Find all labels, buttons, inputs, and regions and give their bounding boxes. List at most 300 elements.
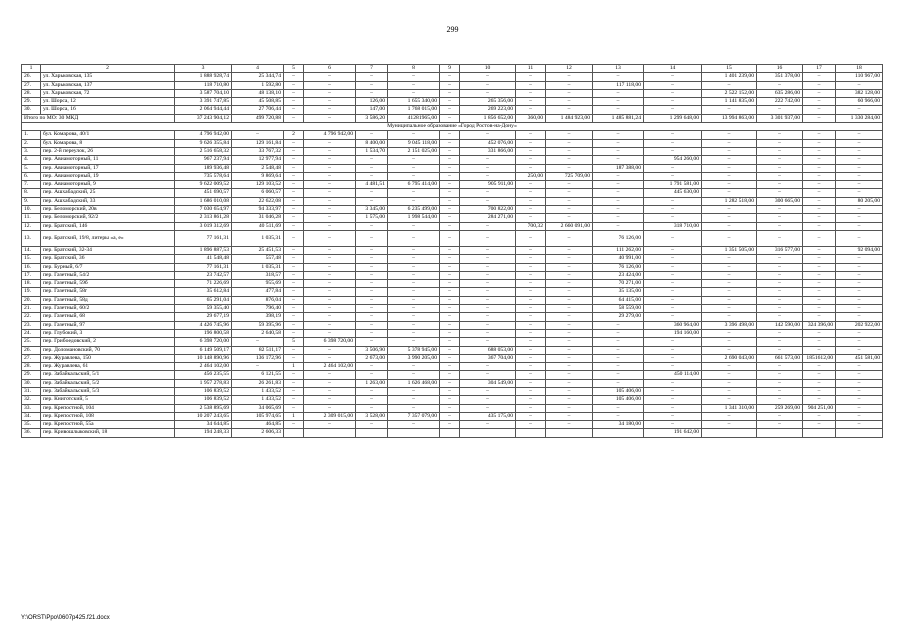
- address-cell: пер. Газетный, 58д: [41, 296, 175, 304]
- value-cell: –: [304, 387, 356, 395]
- value-cell: –: [546, 404, 593, 412]
- table-row: [22, 246, 883, 254]
- value-cell: –: [702, 371, 757, 379]
- value-cell: [803, 429, 836, 437]
- value-cell: –: [836, 363, 883, 371]
- value-cell: –: [593, 321, 644, 329]
- value-cell: –: [593, 89, 644, 97]
- row-number: 32.: [22, 396, 41, 404]
- value-cell: –: [516, 363, 546, 371]
- value-cell: –: [388, 296, 440, 304]
- value-cell: 1 686 010,08: [175, 197, 232, 205]
- value-cell: –: [546, 371, 593, 379]
- value-cell: 23 424,00: [593, 271, 644, 279]
- value-cell: 80 205,00: [836, 197, 883, 205]
- value-cell: 126,00: [356, 98, 388, 106]
- value-cell: [284, 429, 304, 437]
- value-cell: –: [304, 271, 356, 279]
- value-cell: –: [546, 305, 593, 313]
- value-cell: –: [388, 246, 440, 254]
- value-cell: –: [803, 271, 836, 279]
- value-cell: 9 622 009,52: [175, 181, 232, 189]
- value-cell: –: [388, 280, 440, 288]
- value-cell: –: [304, 73, 356, 81]
- value-cell: –: [644, 246, 702, 254]
- value-cell: 117 118,00: [593, 81, 644, 89]
- value-cell: –: [388, 81, 440, 89]
- value-cell: –: [702, 189, 757, 197]
- value-cell: –: [836, 271, 883, 279]
- value-cell: –: [440, 89, 460, 97]
- value-cell: –: [644, 106, 702, 114]
- address-cell: пер. Газетный, 60/2: [41, 305, 175, 313]
- row-number: 10.: [22, 206, 41, 214]
- value-cell: –: [440, 81, 460, 89]
- value-cell: –: [284, 189, 304, 197]
- value-cell: –: [460, 280, 516, 288]
- value-cell: –: [460, 338, 516, 346]
- value-cell: 4 481,51: [356, 181, 388, 189]
- table-row: [22, 313, 883, 321]
- value-cell: 33 767,32: [232, 147, 284, 155]
- value-cell: 1 655 340,00: [388, 98, 440, 106]
- value-cell: 2 673,00: [356, 354, 388, 362]
- value-cell: –: [284, 379, 304, 387]
- value-cell: –: [304, 255, 356, 263]
- value-cell: –: [304, 222, 356, 230]
- value-cell: –: [460, 255, 516, 263]
- value-cell: –: [757, 396, 803, 404]
- value-cell: –: [516, 387, 546, 395]
- value-cell: 635 286,00: [757, 89, 803, 97]
- column-number: 9: [440, 65, 460, 73]
- value-cell: –: [440, 412, 460, 420]
- value-cell: 450 114,00: [644, 371, 702, 379]
- value-cell: 2 548,48: [232, 164, 284, 172]
- value-cell: –: [546, 147, 593, 155]
- value-cell: –: [440, 387, 460, 395]
- value-cell: 1 282 518,00: [702, 197, 757, 205]
- value-cell: –: [284, 354, 304, 362]
- row-number: 12.: [22, 222, 41, 230]
- value-cell: –: [546, 396, 593, 404]
- value-cell: –: [803, 305, 836, 313]
- value-cell: –: [388, 164, 440, 172]
- value-cell: –: [460, 73, 516, 81]
- value-cell: –: [460, 321, 516, 329]
- value-cell: –: [702, 263, 757, 271]
- value-cell: –: [356, 81, 388, 89]
- row-number: 26.: [22, 346, 41, 354]
- address-cell: ул. Харьковская, 72: [41, 89, 175, 97]
- value-cell: 196 800,58: [175, 329, 232, 337]
- value-cell: 557,48: [232, 255, 284, 263]
- value-cell: [516, 429, 546, 437]
- value-cell: –: [803, 338, 836, 346]
- address-cell: пер. Крепостной, 108: [41, 412, 175, 420]
- value-cell: –: [440, 346, 460, 354]
- value-cell: 9 626 355,84: [175, 139, 232, 147]
- value-cell: 9 869,64: [232, 172, 284, 180]
- value-cell: –: [516, 214, 546, 222]
- table-row: [22, 346, 883, 354]
- value-cell: –: [803, 139, 836, 147]
- value-cell: –: [304, 230, 356, 246]
- value-cell: 477,84: [232, 288, 284, 296]
- value-cell: –: [836, 387, 883, 395]
- row-number: 21.: [22, 305, 41, 313]
- value-cell: –: [356, 404, 388, 412]
- value-cell: [304, 429, 356, 437]
- value-cell: 77 161,31: [175, 230, 232, 246]
- value-cell: 2 309 015,00: [304, 412, 356, 420]
- row-number: 13.: [22, 230, 41, 246]
- value-cell: –: [388, 371, 440, 379]
- value-cell: –: [803, 106, 836, 114]
- value-cell: –: [304, 106, 356, 114]
- value-cell: 82 511,17: [232, 346, 284, 354]
- value-cell: –: [836, 412, 883, 420]
- value-cell: –: [460, 271, 516, 279]
- value-cell: –: [803, 387, 836, 395]
- value-cell: –: [440, 329, 460, 337]
- value-cell: 1 141 835,00: [702, 98, 757, 106]
- value-cell: –: [593, 172, 644, 180]
- value-cell: –: [232, 131, 284, 139]
- value-cell: [440, 429, 460, 437]
- value-cell: –: [702, 288, 757, 296]
- value-cell: –: [702, 313, 757, 321]
- value-cell: –: [356, 288, 388, 296]
- table-row: [22, 396, 883, 404]
- value-cell: –: [644, 164, 702, 172]
- row-number: 27.: [22, 354, 41, 362]
- value-cell: –: [803, 329, 836, 337]
- total-value-cell: 41281965,00: [388, 114, 440, 122]
- value-cell: –: [304, 379, 356, 387]
- value-cell: –: [304, 371, 356, 379]
- value-cell: –: [836, 181, 883, 189]
- row-number: 14.: [22, 246, 41, 254]
- value-cell: 1 263,00: [356, 379, 388, 387]
- value-cell: –: [516, 305, 546, 313]
- value-cell: –: [546, 255, 593, 263]
- value-cell: –: [304, 313, 356, 321]
- value-cell: –: [803, 296, 836, 304]
- value-cell: 688 053,00: [460, 346, 516, 354]
- value-cell: –: [284, 321, 304, 329]
- value-cell: –: [516, 271, 546, 279]
- value-cell: 360 964,00: [644, 321, 702, 329]
- value-cell: –: [836, 164, 883, 172]
- value-cell: 735 578,64: [175, 172, 232, 180]
- value-cell: –: [757, 346, 803, 354]
- value-cell: 76 126,00: [593, 263, 644, 271]
- value-cell: 1 433,52: [232, 396, 284, 404]
- value-cell: –: [356, 387, 388, 395]
- value-cell: –: [644, 255, 702, 263]
- value-cell: 25 344,74: [232, 73, 284, 81]
- value-cell: –: [516, 81, 546, 89]
- table-row: [22, 222, 883, 230]
- value-cell: –: [757, 230, 803, 246]
- value-cell: –: [836, 156, 883, 164]
- value-cell: –: [757, 81, 803, 89]
- value-cell: –: [836, 305, 883, 313]
- value-cell: 7 357 079,00: [388, 412, 440, 420]
- value-cell: –: [460, 81, 516, 89]
- value-cell: 2 313 861,28: [175, 214, 232, 222]
- table-row: [22, 181, 883, 189]
- value-cell: –: [593, 156, 644, 164]
- value-cell: 105 406,00: [593, 387, 644, 395]
- address-cell: пер. Газетный, 97: [41, 321, 175, 329]
- value-cell: –: [803, 346, 836, 354]
- value-cell: –: [546, 181, 593, 189]
- table-row: [22, 288, 883, 296]
- row-number: 29.: [22, 371, 41, 379]
- row-number: 18.: [22, 280, 41, 288]
- value-cell: –: [803, 222, 836, 230]
- address-cell: пер. Кривошлыковский, 18: [41, 429, 175, 437]
- value-cell: –: [803, 288, 836, 296]
- value-cell: –: [702, 255, 757, 263]
- value-cell: –: [546, 354, 593, 362]
- value-cell: –: [440, 98, 460, 106]
- address-cell: пер. Журавлева, 61: [41, 363, 175, 371]
- value-cell: –: [516, 404, 546, 412]
- total-value-cell: –: [284, 114, 304, 122]
- value-cell: 3 528,00: [356, 412, 388, 420]
- value-cell: –: [356, 321, 388, 329]
- value-cell: –: [460, 89, 516, 97]
- value-cell: 77 161,31: [175, 263, 232, 271]
- value-cell: –: [757, 189, 803, 197]
- value-cell: –: [644, 89, 702, 97]
- value-cell: –: [356, 280, 388, 288]
- value-cell: –: [836, 172, 883, 180]
- value-cell: [593, 429, 644, 437]
- value-cell: –: [803, 379, 836, 387]
- row-number: 26.: [22, 73, 41, 81]
- value-cell: 318,57: [232, 271, 284, 279]
- value-cell: 1 957 278,83: [175, 379, 232, 387]
- value-cell: 191 642,00: [644, 429, 702, 437]
- row-number: 28.: [22, 89, 41, 97]
- value-cell: –: [593, 98, 644, 106]
- value-cell: –: [440, 139, 460, 147]
- value-cell: –: [388, 288, 440, 296]
- value-cell: –: [593, 404, 644, 412]
- value-cell: –: [516, 421, 546, 429]
- total-value-cell: 1 299 648,00: [644, 114, 702, 122]
- value-cell: –: [516, 396, 546, 404]
- column-number: 12: [546, 65, 593, 73]
- table-row: [22, 338, 883, 346]
- table-row: [22, 329, 883, 337]
- value-cell: –: [304, 206, 356, 214]
- value-cell: –: [593, 329, 644, 337]
- value-cell: –: [757, 338, 803, 346]
- table-body: [22, 65, 883, 438]
- value-cell: –: [304, 139, 356, 147]
- value-cell: –: [546, 98, 593, 106]
- value-cell: –: [356, 421, 388, 429]
- value-cell: –: [304, 421, 356, 429]
- value-cell: –: [644, 305, 702, 313]
- value-cell: 29 279,00: [593, 313, 644, 321]
- value-cell: 1 896 887,53: [175, 246, 232, 254]
- table-row: [22, 404, 883, 412]
- total-value-cell: –: [304, 114, 356, 122]
- address-cell: ул. Харьковская, 137: [41, 81, 175, 89]
- value-cell: –: [702, 172, 757, 180]
- value-cell: 187 388,00: [593, 164, 644, 172]
- value-cell: 60 966,00: [836, 98, 883, 106]
- address-cell: пер. Забайкальский, 5/1: [41, 371, 175, 379]
- value-cell: –: [304, 197, 356, 205]
- value-cell: 1 888 928,74: [175, 73, 232, 81]
- value-cell: –: [836, 421, 883, 429]
- value-cell: –: [516, 288, 546, 296]
- row-number: 30.: [22, 106, 41, 114]
- value-cell: –: [836, 222, 883, 230]
- value-cell: –: [546, 189, 593, 197]
- value-cell: –: [836, 263, 883, 271]
- value-cell: –: [440, 214, 460, 222]
- value-cell: –: [516, 346, 546, 354]
- table-row: [22, 255, 883, 263]
- value-cell: –: [702, 387, 757, 395]
- value-cell: 2 464 102,00: [175, 363, 232, 371]
- address-cell: пер. 2-й переулок, 26: [41, 147, 175, 155]
- value-cell: 27 706,44: [232, 106, 284, 114]
- table-row: [22, 81, 883, 89]
- value-cell: –: [304, 354, 356, 362]
- value-cell: –: [440, 172, 460, 180]
- value-cell: –: [702, 379, 757, 387]
- value-cell: 435 175,00: [460, 412, 516, 420]
- value-cell: –: [593, 346, 644, 354]
- value-cell: –: [757, 131, 803, 139]
- value-cell: –: [757, 156, 803, 164]
- value-cell: 351 378,00: [757, 73, 803, 81]
- table-row: [22, 197, 883, 205]
- total-value-cell: 1 484 923,00: [546, 114, 593, 122]
- value-cell: –: [803, 371, 836, 379]
- value-cell: –: [803, 189, 836, 197]
- value-cell: –: [803, 98, 836, 106]
- value-cell: –: [356, 73, 388, 81]
- value-cell: –: [304, 321, 356, 329]
- value-cell: –: [304, 81, 356, 89]
- value-cell: –: [757, 421, 803, 429]
- value-cell: –: [232, 363, 284, 371]
- value-cell: –: [356, 164, 388, 172]
- value-cell: 59 355,40: [175, 305, 232, 313]
- value-cell: –: [284, 371, 304, 379]
- value-cell: –: [836, 346, 883, 354]
- value-cell: –: [644, 172, 702, 180]
- value-cell: –: [388, 131, 440, 139]
- value-cell: –: [644, 206, 702, 214]
- address-cell: пер. Ашхабадский, 25: [41, 189, 175, 197]
- value-cell: –: [284, 230, 304, 246]
- table-row: [22, 429, 883, 437]
- value-cell: [388, 429, 440, 437]
- value-cell: –: [593, 338, 644, 346]
- address-cell: ул. Харьковская, 135: [41, 73, 175, 81]
- value-cell: 9 045 118,00: [388, 139, 440, 147]
- value-cell: –: [757, 147, 803, 155]
- value-cell: –: [356, 172, 388, 180]
- value-cell: 451 690,57: [175, 189, 232, 197]
- value-cell: –: [460, 305, 516, 313]
- total-value-cell: 3 586,20: [356, 114, 388, 122]
- value-cell: –: [836, 189, 883, 197]
- value-cell: –: [304, 147, 356, 155]
- value-cell: 3 587 704,10: [175, 89, 232, 97]
- value-cell: –: [803, 280, 836, 288]
- value-cell: –: [284, 280, 304, 288]
- total-label: Итого по МО: 30 МКД: [22, 114, 175, 122]
- value-cell: –: [803, 363, 836, 371]
- value-cell: [836, 429, 883, 437]
- value-cell: –: [232, 338, 284, 346]
- value-cell: –: [644, 197, 702, 205]
- value-cell: 700,32: [516, 222, 546, 230]
- value-cell: 5 378 945,00: [388, 346, 440, 354]
- table-row: [22, 131, 883, 139]
- value-cell: –: [440, 296, 460, 304]
- value-cell: 194 160,00: [644, 329, 702, 337]
- value-cell: 1 768 015,00: [388, 106, 440, 114]
- row-number: 25.: [22, 338, 41, 346]
- value-cell: 34 180,00: [593, 421, 644, 429]
- value-cell: –: [284, 73, 304, 81]
- value-cell: 318 710,00: [644, 222, 702, 230]
- value-cell: 147,00: [356, 106, 388, 114]
- address-cell: пер. Газетный, 68: [41, 313, 175, 321]
- value-cell: –: [460, 164, 516, 172]
- value-cell: 64 415,00: [593, 296, 644, 304]
- value-cell: –: [460, 156, 516, 164]
- value-cell: –: [644, 412, 702, 420]
- value-cell: –: [836, 338, 883, 346]
- value-cell: –: [593, 222, 644, 230]
- value-cell: –: [388, 305, 440, 313]
- address-cell: пер. Бурный, 6/7: [41, 263, 175, 271]
- value-cell: –: [304, 156, 356, 164]
- value-cell: –: [440, 246, 460, 254]
- value-cell: –: [593, 106, 644, 114]
- value-cell: –: [516, 139, 546, 147]
- value-cell: 48 138,10: [232, 89, 284, 97]
- value-cell: –: [593, 197, 644, 205]
- value-cell: 2 151 025,00: [388, 147, 440, 155]
- value-cell: –: [460, 396, 516, 404]
- value-cell: –: [356, 255, 388, 263]
- value-cell: –: [836, 296, 883, 304]
- value-cell: [356, 429, 388, 437]
- value-cell: –: [516, 197, 546, 205]
- value-cell: –: [304, 396, 356, 404]
- value-cell: –: [836, 106, 883, 114]
- value-cell: –: [803, 147, 836, 155]
- value-cell: 1 035,31: [232, 230, 284, 246]
- value-cell: –: [546, 387, 593, 395]
- value-cell: –: [593, 363, 644, 371]
